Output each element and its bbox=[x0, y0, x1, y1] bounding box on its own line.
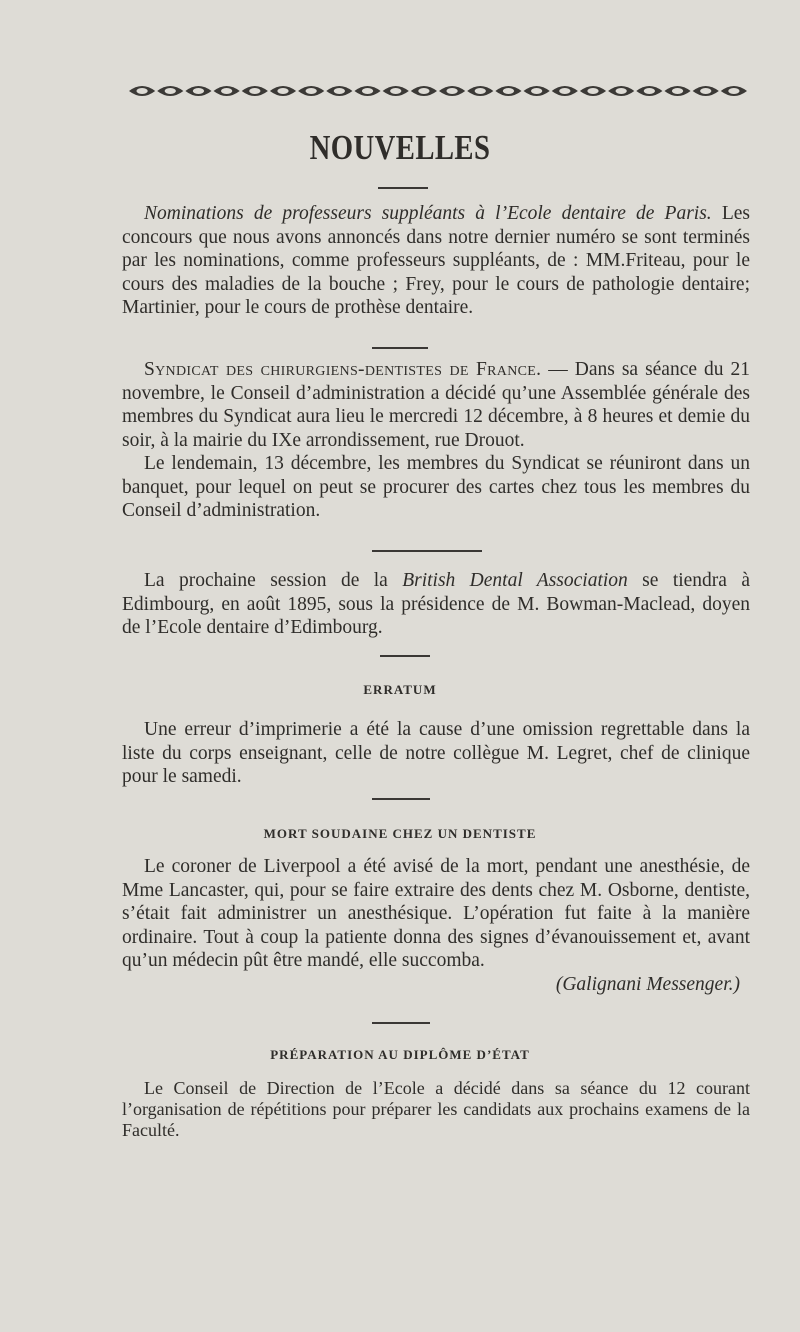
divider bbox=[372, 1022, 430, 1024]
erratum-heading: ERRATUM bbox=[363, 682, 437, 697]
ornament-link-hole bbox=[475, 88, 486, 94]
ornament-link-hole bbox=[334, 88, 345, 94]
mort-source: (Galignani Messenger.) bbox=[555, 973, 740, 995]
bda-after: se tiendra à Edimbourg, en août 1895, sous la présidence de M. Bowman-Maclead, doyen de l’Ecole dentaire d’Edimbourg. bbox=[122, 570, 750, 638]
syndicat-body-2: Le lendemain, 13 décembre, les membres du Syndicat se réuniront dans un banquet, pour lequel on peut se procurer des cartes chez tous les membres du Conseil d’administration. bbox=[122, 453, 750, 521]
section-bda bbox=[122, 569, 750, 640]
ornament-link-hole bbox=[193, 88, 204, 94]
bda-name: British Dental Association bbox=[402, 570, 628, 591]
divider bbox=[380, 655, 430, 657]
erratum-body: Une erreur d’imprimerie a été la cause d’une omission regrettable dans la liste du corps enseignant, celle de notre collègue M. Legret, chef de clinique pour le samedi. bbox=[122, 719, 750, 787]
ornament-link-hole bbox=[446, 88, 457, 94]
ornament-link-hole bbox=[559, 88, 570, 94]
syndicat-body: — Dans sa séance du 21 novembre, le Conseil d’administration a décidé qu’une Assemblée générale des membres du Syndicat aura lieu le mercredi 12 décembre, à 8 heures et demie du soir, à la mairie du IXe arrondissement, rue Drouot. bbox=[122, 359, 751, 451]
page-title: NOUVELLES bbox=[309, 128, 491, 167]
ornament-link-hole bbox=[503, 88, 514, 94]
preparation-heading: PRÉPARATION AU DIPLÔME D’ÉTAT bbox=[270, 1047, 530, 1062]
divider bbox=[372, 347, 428, 349]
ornament-link-hole bbox=[136, 88, 147, 94]
section-erratum bbox=[122, 718, 750, 789]
divider bbox=[378, 187, 428, 189]
section-mort bbox=[122, 855, 750, 996]
ornament-link-hole bbox=[700, 88, 711, 94]
ornament-link-hole bbox=[390, 88, 401, 94]
ornament-link-hole bbox=[249, 88, 260, 94]
ornament-link-hole bbox=[165, 88, 176, 94]
syndicat-heading: Syndicat des chirurgiens-dentistes de France. bbox=[144, 359, 542, 380]
ornament-link-hole bbox=[221, 88, 232, 94]
ornament-link-hole bbox=[672, 88, 683, 94]
preparation-body: Le Conseil de Direction de l’Ecole a décidé dans sa séance du 12 courant l’organisation de répétitions pour préparer les candidats aux prochains examens de la Faculté. bbox=[122, 1078, 750, 1140]
section-syndicat bbox=[122, 358, 750, 523]
ornament-link-hole bbox=[306, 88, 317, 94]
ornament-link-hole bbox=[277, 88, 288, 94]
ornament-link-hole bbox=[616, 88, 627, 94]
mort-body: Le coroner de Liverpool a été avisé de la mort, pendant une anesthésie, de Mme Lancaster, qui, pour se faire extraire des dents chez M. Osborne, dentiste, s’était fait administrer un anesthésique. L’opération fut faite à la manière ordinaire. Tout à coup la patiente donna des signes d’évanouissement et, avant qu’un médecin pût être mandé, elle succomba. bbox=[122, 856, 750, 971]
ornament-link-hole bbox=[728, 88, 739, 94]
ornament-link-hole bbox=[644, 88, 655, 94]
nominations-body: Les concours que nous avons annoncés dans notre dernier numéro se sont terminés par les nominations, comme professeurs suppléants, de : MM.Friteau, pour le cours des maladies de la bouche ; Frey, pour le cours de pathologie dentaire; Martinier, pour le cours de prothèse dentaire. bbox=[122, 203, 750, 318]
ornament-link-hole bbox=[587, 88, 598, 94]
ornament-link-hole bbox=[362, 88, 373, 94]
ornament-link-hole bbox=[418, 88, 429, 94]
mort-heading: MORT SOUDAINE CHEZ UN DENTISTE bbox=[263, 826, 537, 841]
section-nominations bbox=[122, 202, 750, 320]
bda-before: La prochaine session de la bbox=[144, 570, 403, 591]
divider bbox=[372, 798, 430, 800]
divider bbox=[372, 550, 482, 552]
section-preparation bbox=[122, 1078, 750, 1141]
nominations-heading: Nominations de professeurs suppléants à l’Ecole dentaire de Paris. bbox=[144, 203, 712, 224]
decorative-border-ornament bbox=[128, 80, 748, 102]
ornament-link-hole bbox=[531, 88, 542, 94]
